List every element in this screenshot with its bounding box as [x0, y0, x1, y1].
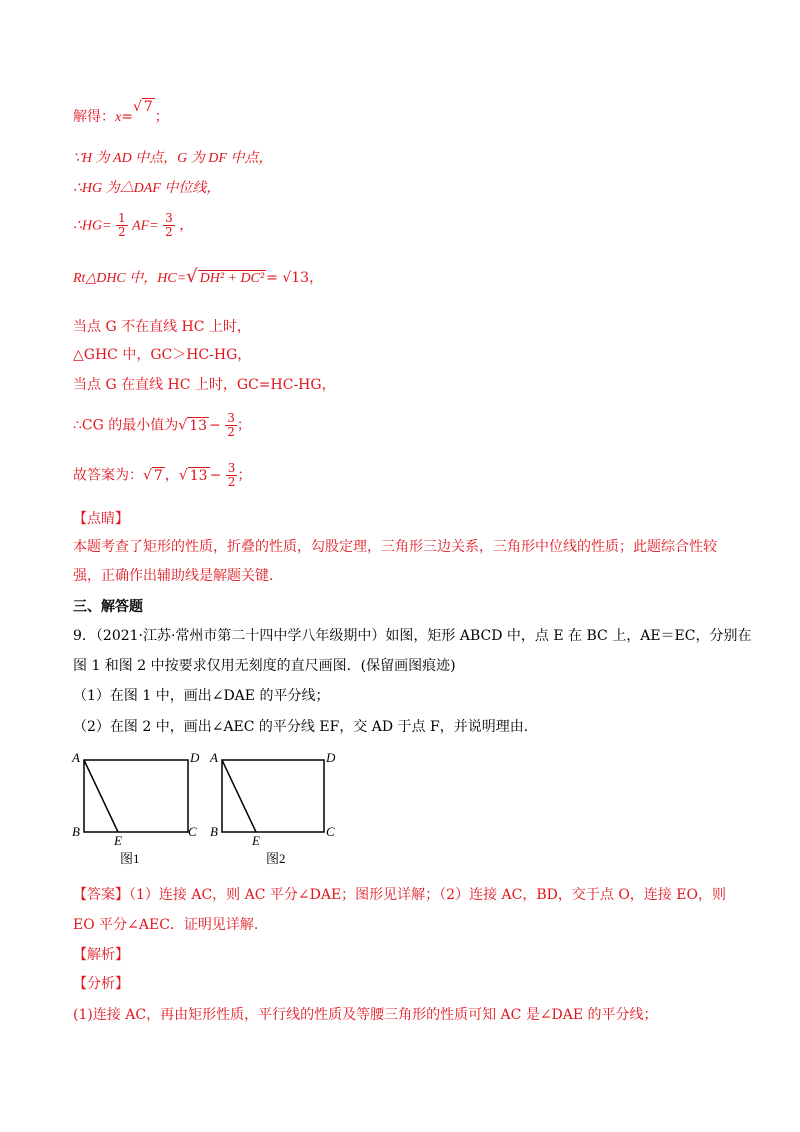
- fig2-label-c: C: [326, 824, 335, 839]
- solution-line-6: 当点 G 不在直线 HC 上时，: [73, 319, 251, 335]
- fig1-label-c: C: [188, 824, 197, 839]
- fig2-label-e: E: [252, 833, 260, 848]
- question-line-2: 图 1 和图 2 中按要求仅用无刻度的直尺画图．(保留画图痕迹): [73, 658, 456, 674]
- answer-line-2: EO 平分∠AEC．证明见详解.: [73, 917, 259, 933]
- solution-line-2: ∵H 为 AD 中点，G 为 DF 中点，: [73, 151, 273, 166]
- fig2-caption: 图2: [266, 851, 286, 866]
- solution-line-7: △GHC 中，GC＞HC-HG，: [73, 347, 252, 363]
- fig1-segment-ae: [84, 760, 118, 832]
- solution-line-10: 故答案为：√ 7 ，√ 13 − $\frac{3}{2}$ ；: [73, 461, 252, 489]
- question-part-2: （2）在图 2 中，画出∠AEC 的平分线 EF，交 AD 于点 F，并说明理由.: [73, 719, 529, 735]
- review-text-2: 强，正确作出辅助线是解题关键.: [73, 568, 274, 584]
- fig2-label-b: B: [210, 824, 218, 839]
- fig2-rectangle: [222, 760, 324, 832]
- fig2-label-a: A: [210, 750, 218, 765]
- fraction-three-halves: $\frac{3}{2}$: [165, 211, 173, 239]
- review-heading: 【点睛】: [73, 511, 129, 527]
- question-line-1: 9．（2021·江苏·常州市第二十四中学八年级期中）如图，矩形 ABCD 中，点 E 在 BC 上，AE＝EC，分别在: [73, 628, 752, 644]
- solution-line-5: Rt△DHC 中，HC=√ DH² + DC² = √13，: [73, 266, 324, 287]
- fenxi-text: (1)连接 AC，再由矩形性质，平行线的性质及等腰三角形的性质可知 AC 是∠DAE 的平分线；: [73, 1007, 658, 1023]
- geometry-figures: [70, 750, 350, 865]
- rectangle-diagrams: [70, 750, 350, 865]
- analysis-heading: 【解析】: [73, 947, 129, 963]
- fig1-label-b: B: [72, 824, 80, 839]
- fig1-caption: 图1: [120, 851, 140, 866]
- solution-line-9: ∴CG 的最小值为√ 13 − $\frac{3}{2}$ ；: [73, 411, 251, 439]
- solution-line-4: ∴HG= $\frac{1}{2}$ AF= $\frac{3}{2}$ ，: [73, 211, 194, 239]
- fig1-label-a: A: [72, 750, 80, 765]
- review-text-1: 本题考查了矩形的性质，折叠的性质，勾股定理，三角形三边关系，三角形中位线的性质；此题综合性较: [73, 539, 717, 555]
- solution-line-3: ∴HG 为△DAF 中位线，: [73, 181, 221, 196]
- fig2-segment-ae: [222, 760, 256, 832]
- fig2-label-d: D: [326, 750, 336, 765]
- fig1-label-e: E: [114, 833, 122, 848]
- section-heading: 三、解答题: [73, 599, 143, 615]
- fraction-one-half: $\frac{1}{2}$: [118, 211, 126, 239]
- fenxi-heading: 【分析】: [73, 976, 129, 992]
- solution-line-1: 解得：x=√ 7；: [73, 99, 169, 125]
- solution-line-8: 当点 G 在直线 HC 上时，GC=HC-HG，: [73, 377, 336, 393]
- fig1-rectangle: [84, 760, 188, 832]
- fig1-label-d: D: [190, 750, 200, 765]
- question-part-1: （1）在图 1 中，画出∠DAE 的平分线；: [73, 688, 330, 704]
- answer-line-1: 【答案】（1）连接 AC，则 AC 平分∠DAE；图形见详解；（2）连接 AC，BD，交于点 O，连接 EO，则: [73, 887, 726, 903]
